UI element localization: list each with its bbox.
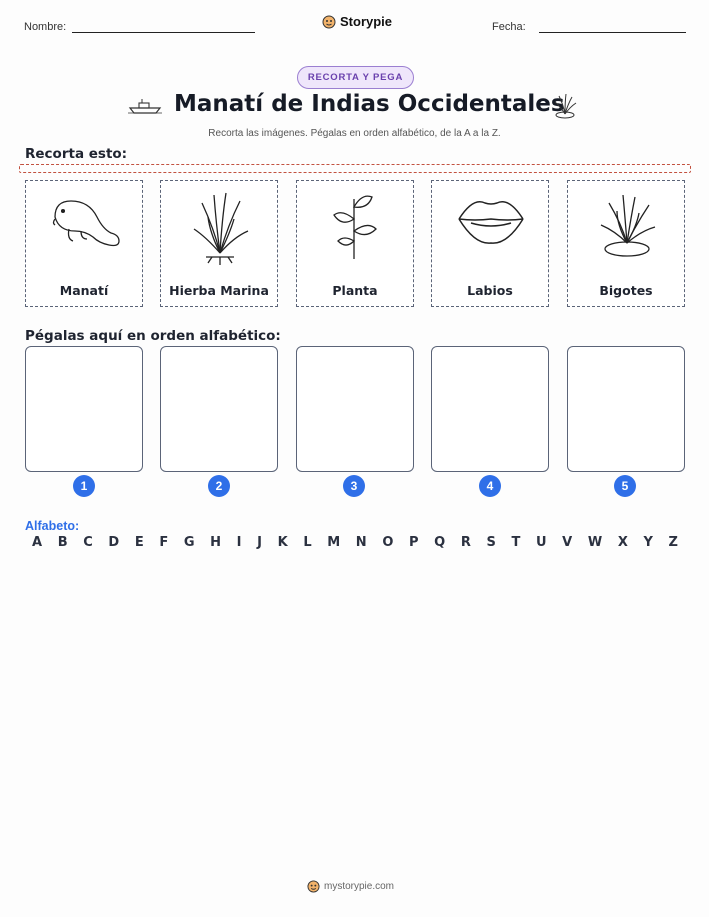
slot-number-badge: 3	[343, 475, 365, 497]
cut-card[interactable]	[296, 180, 414, 307]
slot-number-badge: 1	[73, 475, 95, 497]
alphabet-letter: Q	[434, 535, 446, 550]
alphabet-letter: B	[57, 535, 68, 550]
cut-card[interactable]	[25, 180, 143, 307]
activity-badge: RECORTA Y PEGA	[297, 66, 414, 89]
footer	[307, 880, 394, 893]
cut-card[interactable]	[567, 180, 685, 307]
card-label: Manatí	[59, 283, 109, 298]
cut-card[interactable]	[160, 180, 278, 307]
plant-icon	[316, 189, 396, 263]
alphabet-letter: E	[134, 535, 144, 550]
alphabet-letter: A	[32, 535, 43, 550]
paste-slot-5[interactable]	[567, 346, 685, 472]
alphabet-heading: Alfabeto:	[25, 519, 80, 533]
paste-slot-4[interactable]	[431, 346, 549, 472]
alphabet-row	[32, 535, 678, 550]
alphabet-letter: S	[486, 535, 496, 550]
alphabet-letter: W	[587, 535, 603, 550]
alphabet-letter: P	[409, 535, 419, 550]
alphabet-letter: X	[617, 535, 628, 550]
alphabet-letter: V	[562, 535, 573, 550]
slot-number-badge: 5	[614, 475, 636, 497]
seagrass-icon	[180, 189, 260, 267]
storypie-mascot-icon	[307, 880, 320, 893]
slot-number-badge: 4	[479, 475, 501, 497]
instructions: Recorta las imágenes. Pégalas en orden alfabético, de la A a la Z.	[208, 128, 501, 139]
alphabet-letter: R	[460, 535, 471, 550]
alphabet-letter: K	[277, 535, 288, 550]
alphabet-letter: L	[303, 535, 312, 550]
date-field-line[interactable]	[539, 32, 686, 33]
name-field-line[interactable]	[72, 32, 255, 33]
boat-icon	[128, 97, 162, 115]
brand-name: Storypie	[340, 14, 393, 29]
paste-slot-1[interactable]	[25, 346, 143, 472]
alphabet-letter: J	[257, 535, 262, 550]
alphabet-letter: Z	[668, 535, 678, 550]
page-title: Manatí de Indias Occidentales	[174, 91, 565, 117]
cut-section-heading: Recorta esto:	[25, 146, 128, 162]
card-label: Labios	[467, 283, 513, 298]
cut-card[interactable]	[431, 180, 549, 307]
alphabet-letter: Y	[643, 535, 653, 550]
alphabet-letter: D	[108, 535, 120, 550]
alphabet-letter: C	[83, 535, 93, 550]
alphabet-letter: T	[511, 535, 521, 550]
lips-icon	[451, 189, 531, 253]
footer-url[interactable]: mystorypie.com	[324, 881, 395, 892]
manatee-icon	[45, 189, 125, 259]
brand-logo	[322, 14, 392, 29]
alphabet-letter: F	[159, 535, 169, 550]
card-label: Bigotes	[599, 283, 653, 298]
whiskers-icon	[587, 189, 667, 263]
card-label: Planta	[332, 283, 378, 298]
alphabet-letter: U	[535, 535, 547, 550]
card-label: Hierba Marina	[169, 283, 269, 298]
slot-number-badge: 2	[208, 475, 230, 497]
cut-line	[19, 164, 691, 173]
alphabet-letter: I	[236, 535, 242, 550]
alphabet-letter: N	[355, 535, 367, 550]
date-label: Fecha:	[492, 21, 526, 33]
name-label: Nombre:	[24, 21, 67, 33]
paste-slot-2[interactable]	[160, 346, 278, 472]
alphabet-letter: M	[327, 535, 341, 550]
paste-slot-3[interactable]	[296, 346, 414, 472]
storypie-mascot-icon	[322, 15, 336, 29]
alphabet-letter: G	[183, 535, 195, 550]
alphabet-letter: H	[210, 535, 222, 550]
alphabet-letter: O	[382, 535, 394, 550]
paste-section-heading: Pégalas aquí en orden alfabético:	[25, 328, 281, 344]
seagrass-title-icon	[551, 92, 579, 120]
